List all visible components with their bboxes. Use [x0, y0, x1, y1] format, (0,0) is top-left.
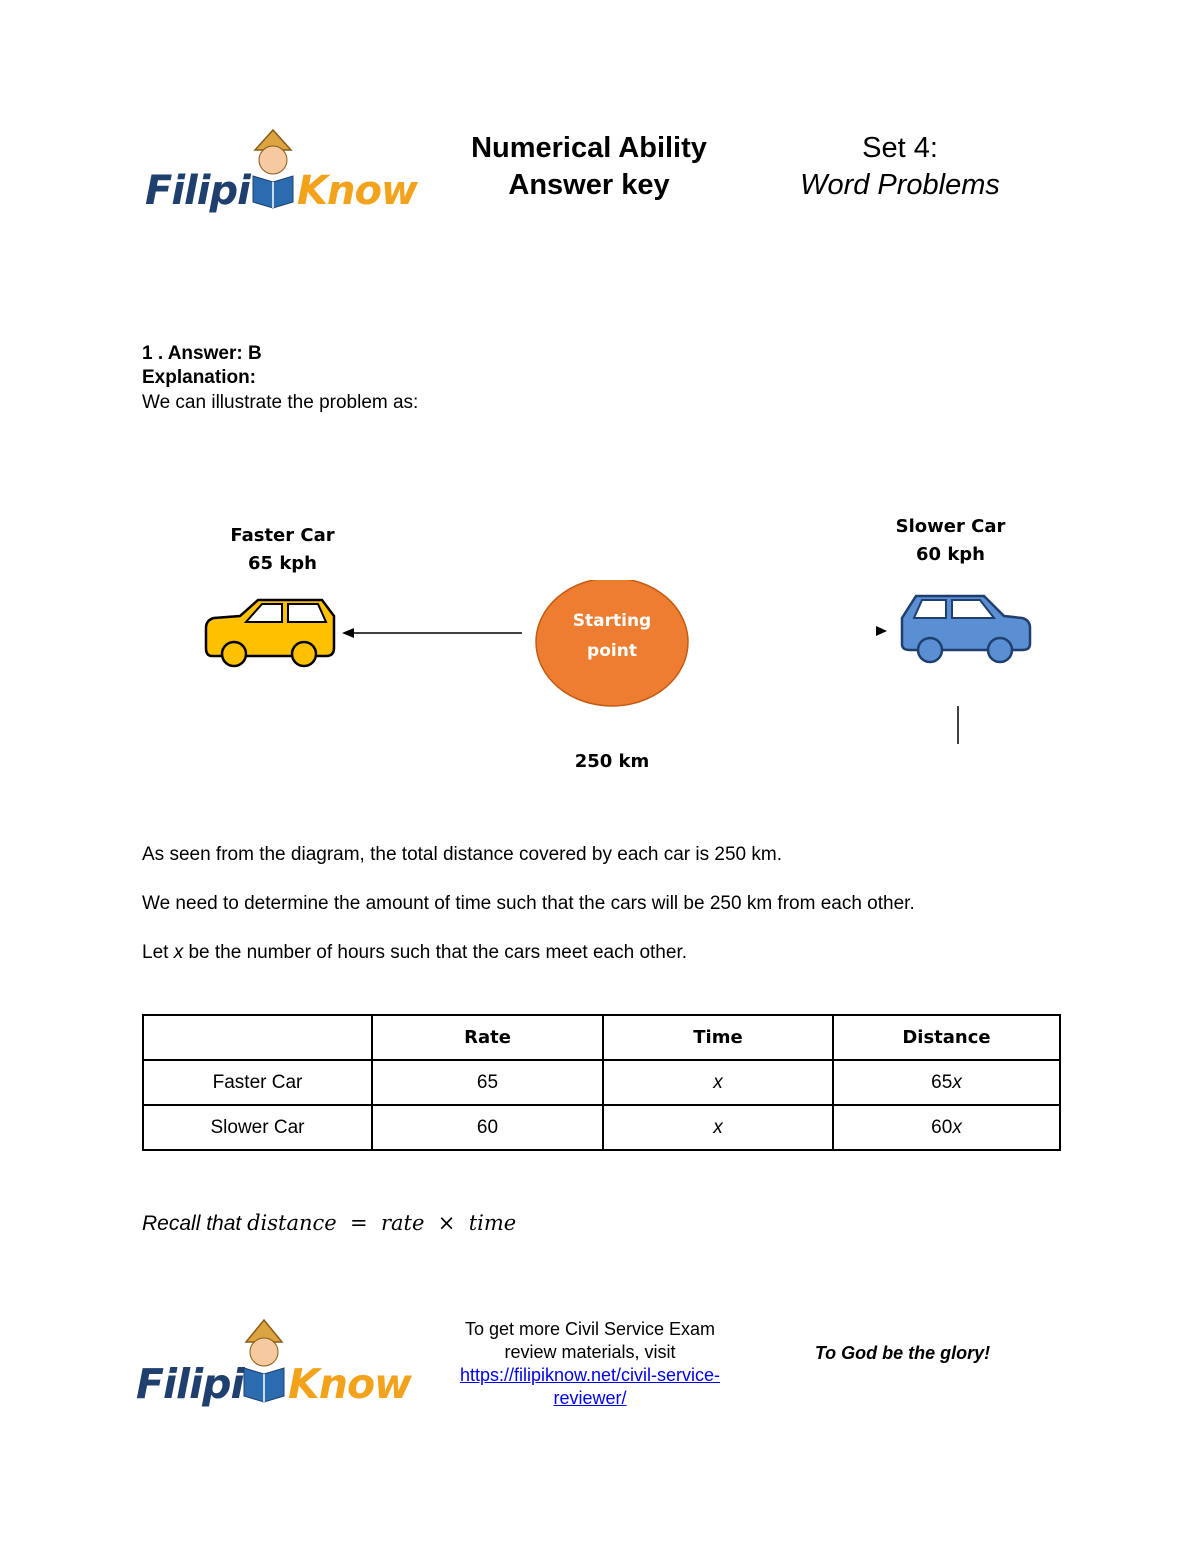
cell-rate: 65	[372, 1060, 603, 1105]
header-cell-empty	[143, 1015, 372, 1060]
starting-point-line-2: point	[587, 641, 637, 661]
footer-line-2: review materials, visit	[504, 1342, 676, 1362]
explanation-intro: We can illustrate the problem as:	[142, 392, 419, 413]
footer-link-line-1[interactable]: https://filipiknow.net/civil-service-	[459, 1365, 721, 1385]
cell-distance	[833, 1060, 1060, 1105]
distance-label: 250 km	[574, 751, 650, 772]
header-cell-time: Time	[603, 1015, 833, 1060]
slower-car-speed: 60 kph	[916, 544, 985, 565]
cell-distance-var: x	[952, 1116, 962, 1138]
footer-line-1: To get more Civil Service Exam	[464, 1319, 716, 1339]
set-line-1: Set 4:	[862, 132, 938, 164]
footer-motto: To God be the glory!	[814, 1343, 991, 1363]
explanation-label: Explanation:	[142, 367, 257, 388]
arrow-left-head	[342, 628, 354, 638]
table-header-row	[143, 1015, 1060, 1060]
logo-text-filipi: Filipi	[136, 1360, 244, 1408]
slower-car-label	[868, 513, 1033, 569]
rate-time-distance-table	[142, 1014, 1061, 1151]
title-line-2: Answer key	[508, 169, 670, 201]
paragraph-1: As seen from the diagram, the total distance covered by each car is 250 km.	[142, 844, 782, 865]
paragraph-2: We need to determine the amount of time such that the cars will be 250 km from each other.	[142, 893, 915, 914]
cell-name: Faster Car	[143, 1060, 372, 1105]
recall-formula	[142, 1211, 516, 1236]
cell-distance-num: 60	[931, 1116, 953, 1138]
faster-car-name: Faster Car	[230, 525, 335, 546]
cell-time: x	[603, 1060, 833, 1105]
cell-distance	[833, 1105, 1060, 1150]
table-row	[143, 1060, 1060, 1105]
footer-logo	[136, 1316, 412, 1416]
cell-name: Slower Car	[143, 1105, 372, 1150]
recall-prefix: Recall that	[142, 1212, 248, 1235]
starting-point-label	[536, 606, 688, 666]
cell-time: x	[603, 1105, 833, 1150]
footer-promo	[420, 1318, 760, 1410]
answer-heading: 1 . Answer: B	[142, 343, 262, 364]
cell-distance-num: 65	[931, 1071, 953, 1093]
starting-point-line-1: Starting	[572, 611, 652, 631]
faster-car-label	[200, 522, 365, 578]
set-label	[760, 130, 1040, 204]
paragraph-3-post: be the number of hours such that the cars meet each other.	[183, 942, 687, 963]
page-title	[430, 130, 748, 204]
faster-car-speed: 65 kph	[248, 553, 317, 574]
cell-distance-var: x	[952, 1071, 962, 1093]
recall-equation: distance = rate × time	[247, 1211, 517, 1235]
logo-text-know: Know	[297, 168, 417, 214]
paragraph-3-pre: Let	[142, 942, 174, 963]
set-line-2: Word Problems	[800, 169, 1000, 201]
slower-car-name: Slower Car	[895, 516, 1006, 537]
cell-rate: 60	[372, 1105, 603, 1150]
faster-car-icon	[206, 600, 334, 666]
footer-link-line-2[interactable]: reviewer/	[553, 1388, 627, 1408]
header-cell-rate: Rate	[372, 1015, 603, 1060]
header-cell-distance: Distance	[833, 1015, 1060, 1060]
slower-car-icon	[902, 596, 1030, 662]
title-line-1: Numerical Ability	[471, 132, 707, 164]
logo-text-filipi: Filipi	[145, 168, 250, 214]
table-row	[143, 1105, 1060, 1150]
logo-text-know: Know	[288, 1360, 412, 1408]
paragraph-3-var: x	[173, 942, 184, 963]
header-logo	[145, 124, 417, 224]
arrow-right-head	[876, 626, 887, 636]
paragraph-3	[142, 941, 687, 965]
